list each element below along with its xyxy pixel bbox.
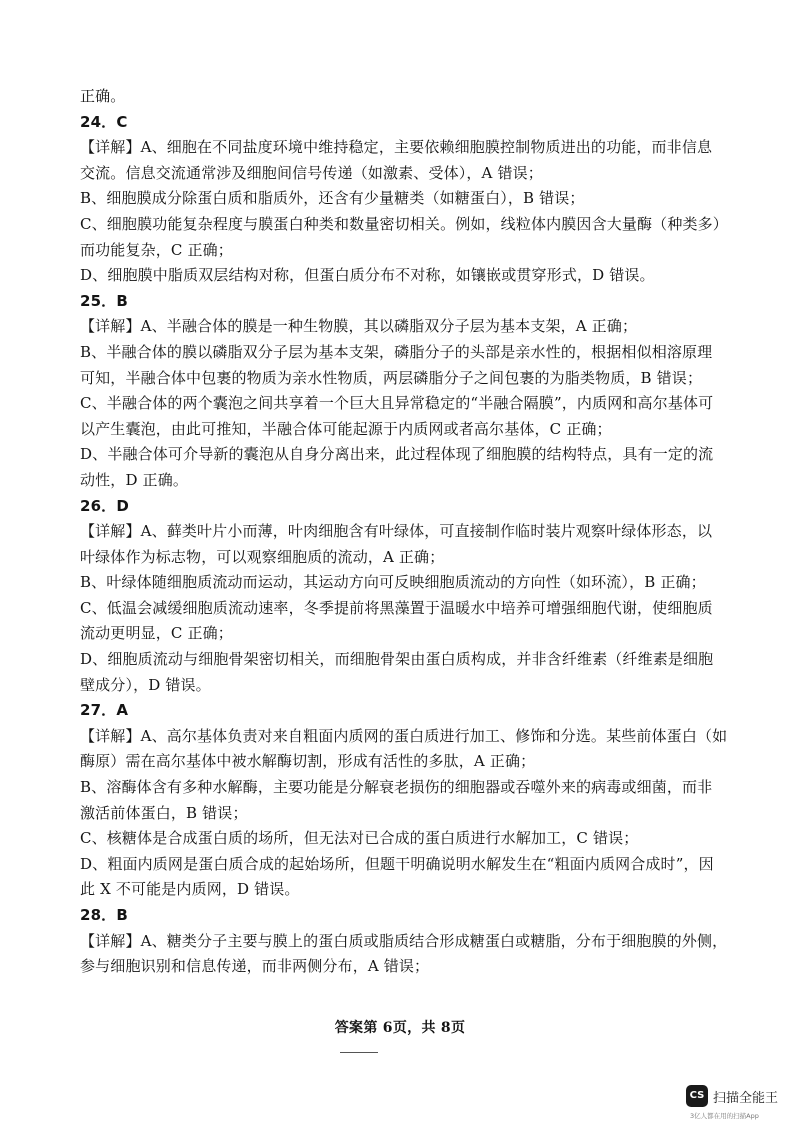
text-line: B、溶酶体含有多种水解酶，主要功能是分解衰老损伤的细胞器或吞噬外来的病毒或细菌，而非 [80,778,713,797]
text-line: 酶原）需在高尔基体中被水解酶切割，形成有活性的多肽，A 正确； [80,752,536,771]
answer-number: 24．C [80,112,128,131]
answer-number: 26．D [80,496,129,515]
camscanner-slogan: 3亿人都在用的扫描App [690,1112,759,1120]
text-line: D、半融合体可介导新的囊泡从自身分离出来，此过程体现了细胞膜的结构特点，具有一定的流 [80,445,714,464]
text-line: 正确。 [80,87,126,105]
text-line: D、粗面内质网是蛋白质合成的起始场所，但题干明确说明水解发生在“粗面内质网合成时”，因 [80,854,714,873]
camscanner-name: 扫描全能王 [713,1091,779,1106]
text-line: 【详解】A、高尔基体负责对来自粗面内质网的蛋白质进行加工、修饰和分选。某些前体蛋白（如 [80,726,728,745]
text-line: B、叶绿体随细胞质流动而运动，其运动方向可反映细胞质流动的方向性（如环流），B 正确； [80,573,706,592]
text-line: C、低温会减缓细胞质流动速率，冬季提前将黑藻置于温暖水中培养可增强细胞代谢，使细胞质 [80,598,713,617]
text-line: 【详解】A、藓类叶片小而薄，叶肉细胞含有叶绿体，可直接制作临时装片观察叶绿体形态，以 [80,522,713,541]
camscanner-watermark [686,1085,792,1125]
text-line: 流动更明显，C 正确； [80,624,233,643]
text-line: C、细胞膜功能复杂程度与膜蛋白种类和数量密切相关。例如，线粒体内膜因含大量酶（种类多） [80,214,728,233]
text-line: B、半融合体的膜以磷脂双分子层为基本支架，磷脂分子的头部是亲水性的，根据相似相溶原理 [80,342,713,361]
camscanner-logo-icon: CS [686,1085,708,1107]
text-line: C、核糖体是合成蛋白质的场所，但无法对已合成的蛋白质进行水解加工，C 错误； [80,829,639,848]
page-footer: 答案第 6页，共 8页 [334,1020,466,1036]
text-line: 壁成分），D 错误。 [80,675,211,694]
footer-divider [340,1052,378,1053]
text-line: 以产生囊泡，由此可推知，半融合体可能起源于内质网或者高尔基体，C 正确； [80,419,612,438]
text-line: D、细胞膜中脂质双层结构对称，但蛋白质分布不对称，如镶嵌或贯穿形式，D 错误。 [80,266,655,285]
text-line: D、细胞质流动与细胞骨架密切相关，而细胞骨架由蛋白质构成，并非含纤维素（纤维素是细胞 [80,650,714,669]
text-line: C、半融合体的两个囊泡之间共享着一个巨大且异常稳定的“半融合隔膜”，内质网和高尔基体可 [80,394,714,413]
text-line: B、细胞膜成分除蛋白质和脂质外，还含有少量糖类（如糖蛋白），B 错误； [80,189,585,208]
answer-number: 27．A [80,701,129,720]
text-line: 【详解】A、半融合体的膜是一种生物膜，其以磷脂双分子层为基本支架，A 正确； [80,317,638,336]
text-line: 交流。信息交流通常涉及细胞间信号传递（如激素、受体），A 错误； [80,163,543,182]
answer-number: 25．B [80,291,128,310]
text-line: 参与细胞识别和信息传递，而非两侧分布，A 错误； [80,957,430,976]
text-line: 动性，D 正确。 [80,470,188,489]
answer-content [80,84,728,980]
text-line: 【详解】A、糖类分子主要与膜上的蛋白质或脂质结合形成糖蛋白或糖脂，分布于细胞膜的外侧， [80,931,728,950]
text-line: 可知，半融合体中包裹的物质为亲水性物质，两层磷脂分子之间包裹的为脂类物质，B 错误； [80,368,703,387]
text-line: 而功能复杂，C 正确； [80,240,233,259]
text-line: 【详解】A、细胞在不同盐度环境中维持稳定，主要依赖细胞膜控制物质进出的功能，而非信息 [80,138,713,157]
answer-number: 28．B [80,906,128,924]
text-line: 此 X 不可能是内质网，D 错误。 [80,880,300,899]
text-line: 叶绿体作为标志物，可以观察细胞质的流动，A 正确； [80,547,445,566]
text-line: 激活前体蛋白，B 错误； [80,803,248,822]
